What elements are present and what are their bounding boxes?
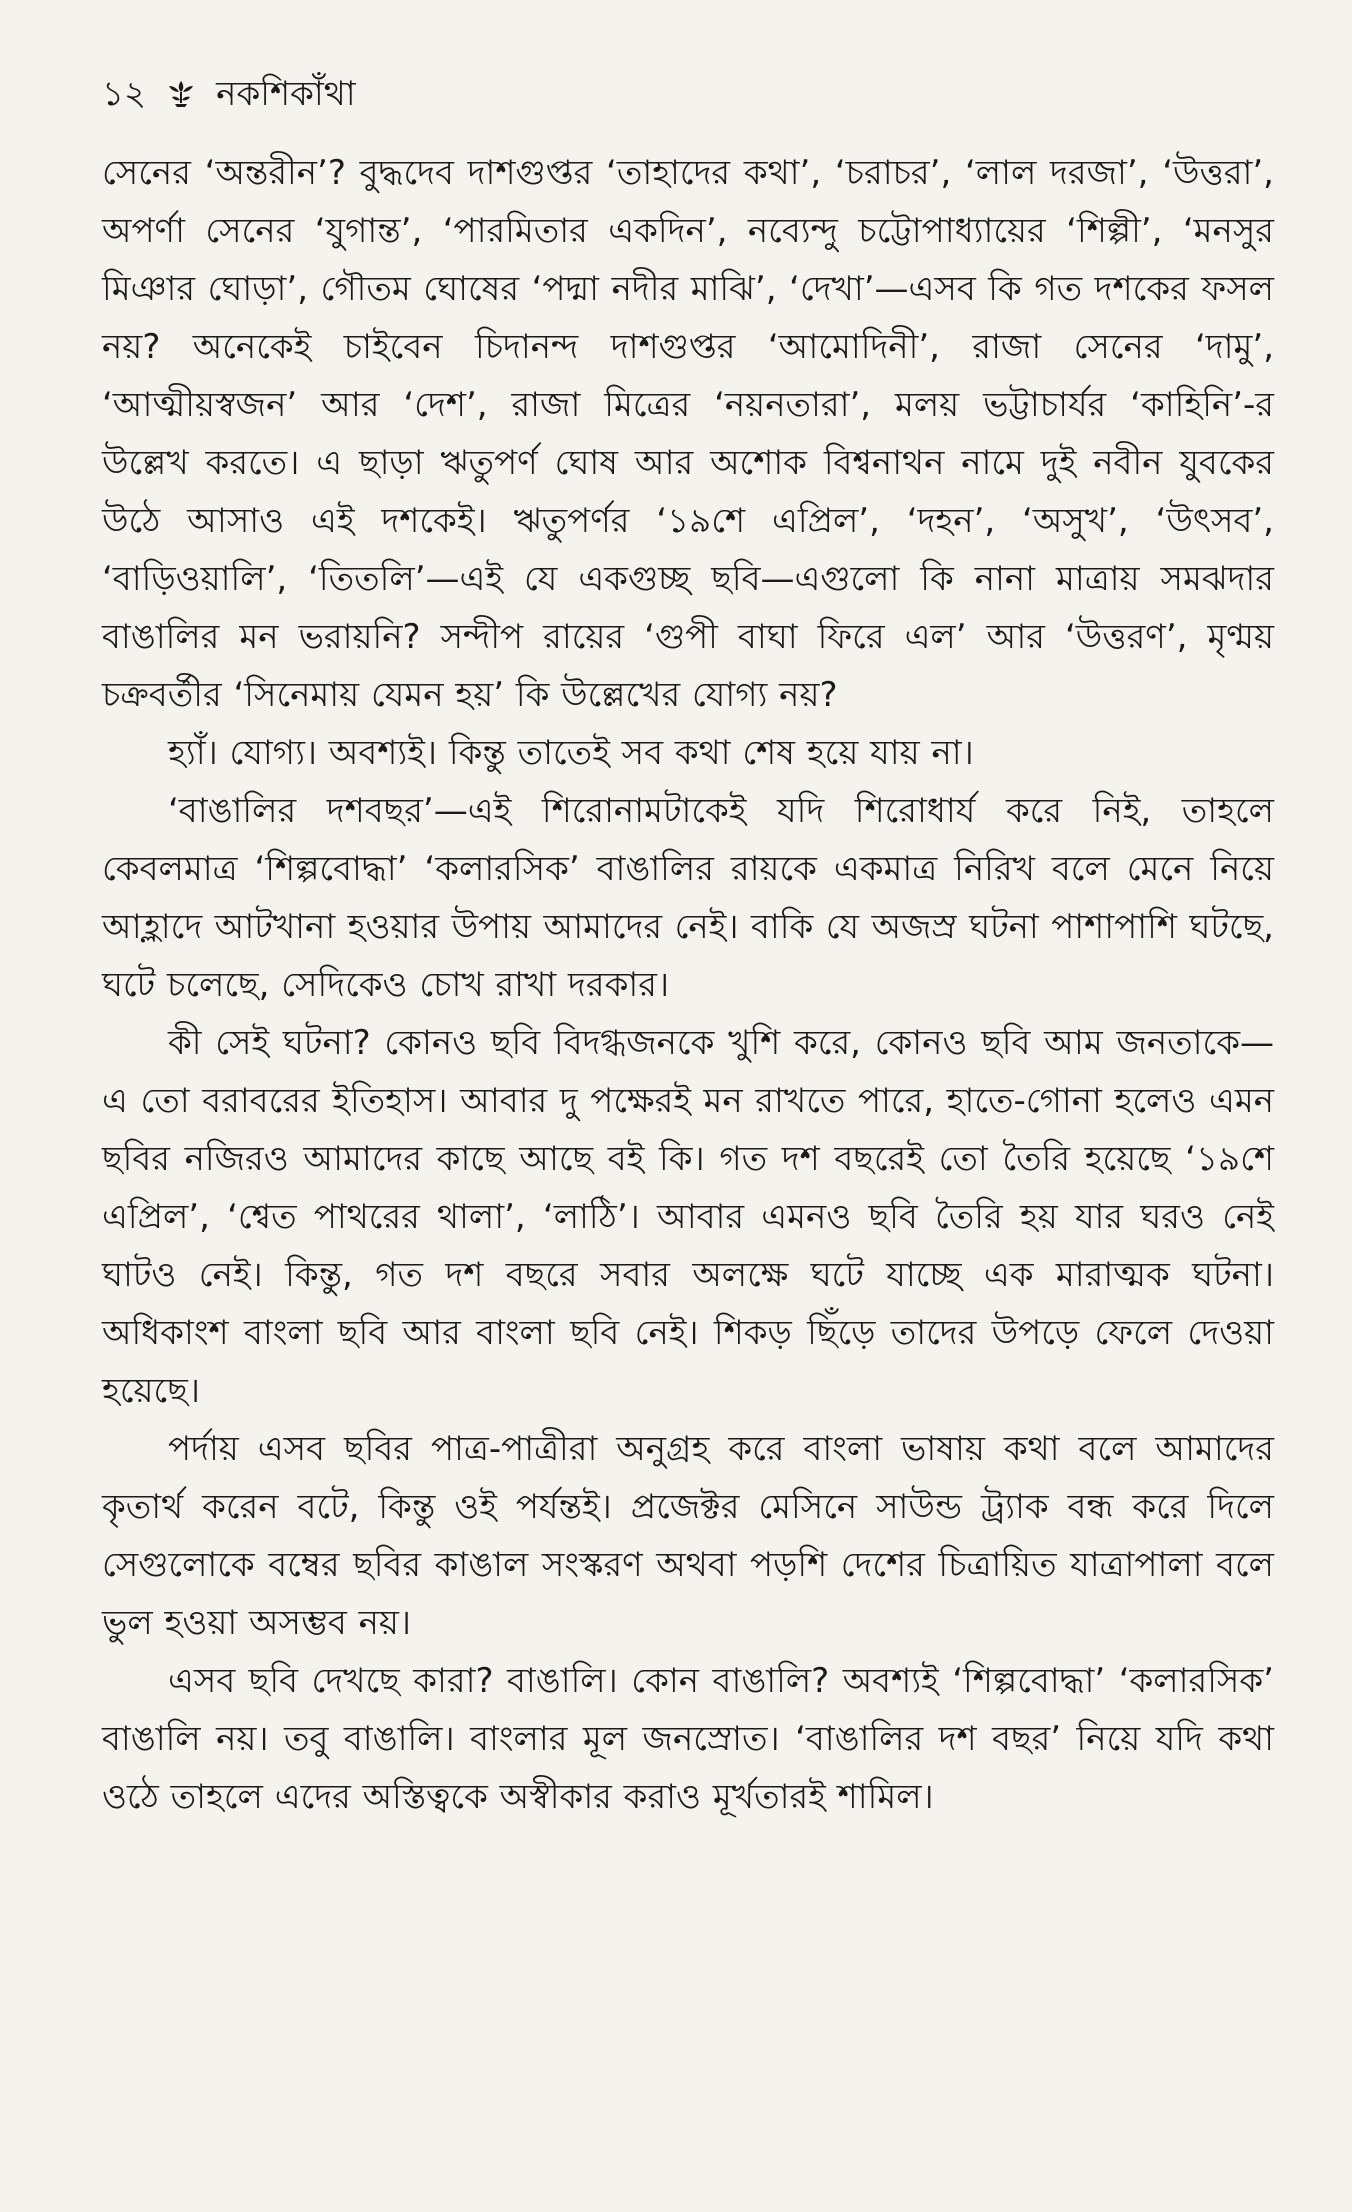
page-header [102,66,356,122]
paragraph-4: কী সেই ঘটনা? কোনও ছবি বিদগ্ধজনকে খুশি করে, কোনও ছবি আম জনতাকে—এ তো বরাবরের ইতিহাস। আবার দু পক্ষেরই মন রাখতে পারে, হাতে-গোনা হলেও এমন ছবির নজিরও আমাদের কাছে আছে বই কি। গত দশ বছরেই তো তৈরি হয়েছে ‘১৯শে এপ্রিল’, ‘শ্বেত পাথরের থালা’, ‘লাঠি’। আবার এমনও ছবি তৈরি হয় যার ঘরও নেই ঘাটও নেই। কিন্তু, গত দশ বছরে সবার অলক্ষে ঘটে যাচ্ছে এক মারাত্মক ঘটনা। অধিকাংশ বাংলা ছবি আর বাংলা ছবি নেই। শিকড় ছিঁড়ে তাদের উপড়ে ফেলে দেওয়া হয়েছে। [102,1023,1274,1411]
floral-ornament-icon [164,77,198,111]
page-number: ১২ [102,74,147,114]
paragraph-6: এসব ছবি দেখছে কারা? বাঙালি। কোন বাঙালি? অবশ্যই ‘শিল্পবোদ্ধা’ ‘কলারসিক’ বাঙালি নয়। তবু বাঙালি। বাংলার মূল জনস্রোত। ‘বাঙালির দশ বছর’ নিয়ে যদি কথা ওঠে তাহলে এদের অস্তিত্বকে অস্বীকার করাও মূর্খতারই শামিল। [102,1661,1274,1817]
paragraph-2: হ্যাঁ। যোগ্য। অবশ্যই। কিন্তু তাতেই সব কথা শেষ হয়ে যায় না। [168,733,974,773]
paragraph-1: সেনের ‘অন্তরীন’? বুদ্ধদেব দাশগুপ্তর ‘তাহাদের কথা’, ‘চরাচর’, ‘লাল দরজা’, ‘উত্তরা’, অপর্ণা সেনের ‘যুগান্ত’, ‘পারমিতার একদিন’, নব্যেন্দু চট্টোপাধ্যায়ের ‘শিল্পী’, ‘মনসুর মিঞার ঘোড়া’, গৌতম ঘোষের ‘পদ্মা নদীর মাঝি’, ‘দেখা’—এসব কি গত দশকের ফসল নয়? অনেকেই চাইবেন চিদানন্দ দাশগুপ্তর ‘আমোদিনী’, রাজা সেনের ‘দামু’, ‘আত্মীয়স্বজন’ আর ‘দেশ’, রাজা মিত্রের ‘নয়নতারা’, মলয় ভট্টাচার্যর ‘কাহিনি’-র উল্লেখ করতে। এ ছাড়া ঋতুপর্ণ ঘোষ আর অশোক বিশ্বনাথন নামে দুই নবীন যুবকের উঠে আসাও এই দশকেই। ঋতুপর্ণর ‘১৯শে এপ্রিল’, ‘দহন’, ‘অসুখ’, ‘উৎসব’, ‘বাড়িওয়ালি’, ‘তিতলি’—এই যে একগুচ্ছ ছবি—এগুলো কি নানা মাত্রায় সমঝদার বাঙালির মন ভরায়নি? সন্দীপ রায়ের ‘গুপী বাঘা ফিরে এল’ আর ‘উত্তরণ’, মৃণ্ময় চক্রবর্তীর ‘সিনেমায় যেমন হয়’ কি উল্লেখের যোগ্য নয়? [102,153,1274,715]
body-text [102,144,1274,1826]
paragraph-3: ‘বাঙালির দশবছর’—এই শিরোনামটাকেই যদি শিরোধার্য করে নিই, তাহলে কেবলমাত্র ‘শিল্পবোদ্ধা’ ‘কলারসিক’ বাঙালির রায়কে একমাত্র নিরিখ বলে মেনে নিয়ে আহ্লাদে আটখানা হওয়ার উপায় আমাদের নেই। বাকি যে অজস্র ঘটনা পাশাপাশি ঘটছে, ঘটে চলেছে, সেদিকেও চোখ রাখা দরকার। [102,791,1274,1005]
running-title: নকশিকাঁথা [216,74,356,114]
paragraph-5: পর্দায় এসব ছবির পাত্র-পাত্রীরা অনুগ্রহ করে বাংলা ভাষায় কথা বলে আমাদের কৃতার্থ করেন বটে, কিন্তু ওই পর্যন্তই। প্রজেক্টর মেসিনে সাউন্ড ট্র্যাক বন্ধ করে দিলে সেগুলোকে বম্বের ছবির কাঙাল সংস্করণ অথবা পড়শি দেশের চিত্রায়িত যাত্রাপালা বলে ভুল হওয়া অসম্ভব নয়। [102,1429,1274,1643]
